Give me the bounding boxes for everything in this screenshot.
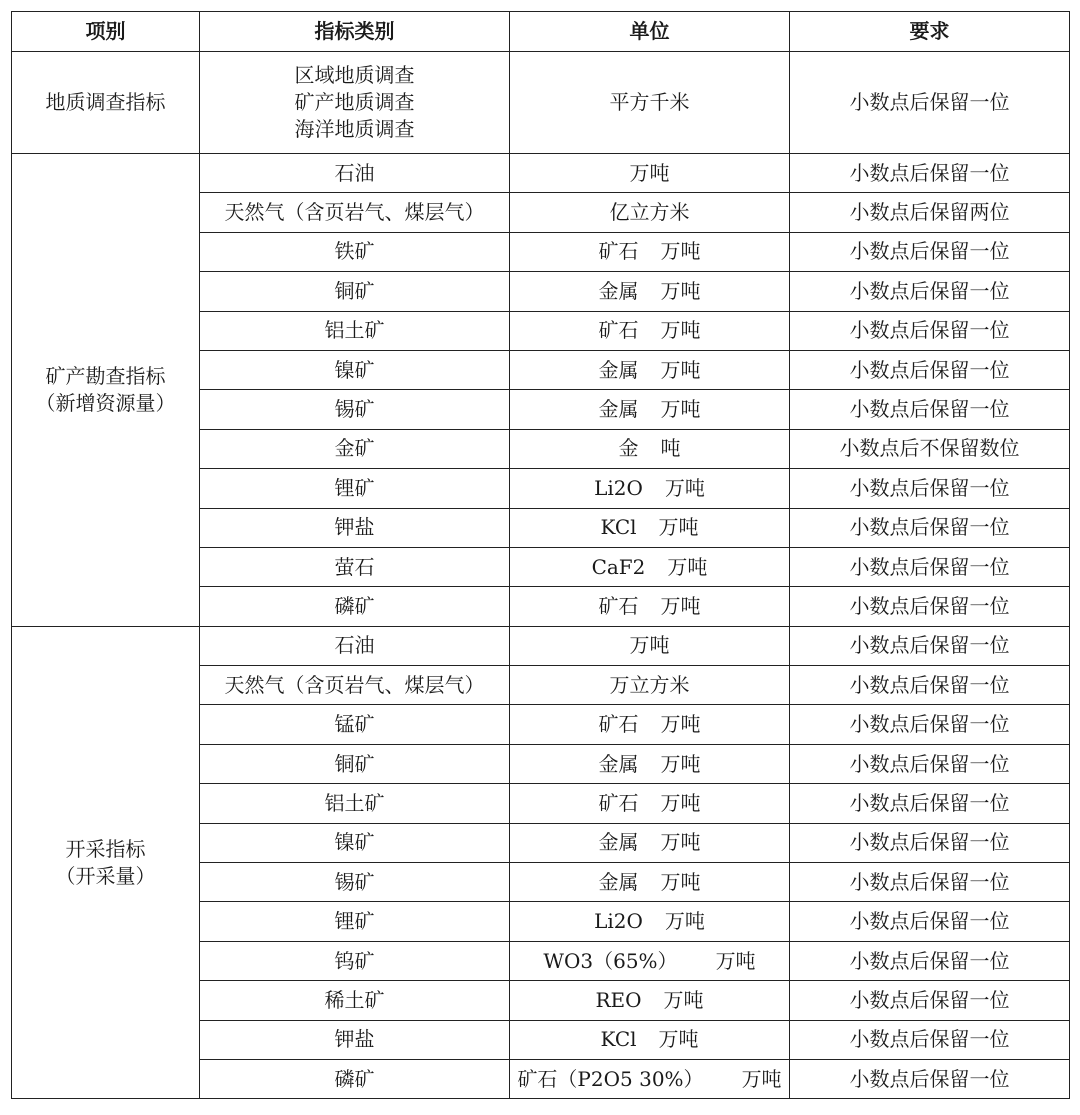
indicator-cell: 磷矿: [200, 587, 510, 626]
unit-basis: WO3（65%）: [543, 948, 678, 973]
unit-measure: 万吨: [658, 515, 699, 540]
unit-basis: 金属: [598, 830, 639, 855]
requirement-cell: 小数点后不保留数位: [790, 429, 1070, 468]
indicator-cell: 铝土矿: [200, 784, 510, 823]
unit-cell: [510, 272, 790, 311]
category-line: （新增资源量）: [35, 390, 176, 415]
unit-basis: REO: [595, 987, 642, 1012]
unit-measure: 万吨: [663, 987, 704, 1012]
unit-cell: [510, 744, 790, 783]
requirement-cell: 小数点后保留一位: [790, 232, 1070, 271]
unit-cell: [510, 902, 790, 941]
unit-basis: 万立方米: [609, 672, 690, 697]
indicator-item: 区域地质调查: [294, 63, 415, 87]
requirement-cell: 小数点后保留一位: [790, 311, 1070, 350]
requirement-cell: 小数点后保留一位: [790, 508, 1070, 547]
indicator-cell: 锡矿: [200, 390, 510, 429]
category-line: 开采指标: [65, 836, 146, 861]
unit-cell: 平方千米: [510, 52, 790, 154]
unit-basis: 金属: [598, 751, 639, 776]
unit-measure: 万吨: [660, 790, 701, 815]
category-exploration: [12, 154, 200, 627]
unit-basis: 金属: [598, 278, 639, 303]
unit-basis: Li2O: [594, 475, 643, 500]
requirement-cell: 小数点后保留一位: [790, 863, 1070, 902]
unit-basis: KCl: [600, 1027, 637, 1052]
requirement-cell: 小数点后保留一位: [790, 784, 1070, 823]
unit-basis: 金: [618, 436, 639, 461]
requirement-cell: 小数点后保留一位: [790, 823, 1070, 862]
unit-measure: 万吨: [660, 712, 701, 737]
table-row: [12, 52, 1070, 154]
unit-measure: 万吨: [660, 593, 701, 618]
unit-measure: 万吨: [658, 1027, 699, 1052]
requirement-cell: 小数点后保留一位: [790, 52, 1070, 154]
unit-measure: 万吨: [664, 909, 705, 934]
category-geology: 地质调查指标: [12, 52, 200, 154]
requirement-cell: 小数点后保留一位: [790, 744, 1070, 783]
unit-basis: 金属: [598, 869, 639, 894]
unit-measure: 万吨: [660, 751, 701, 776]
unit-measure: 万吨: [660, 239, 701, 264]
unit-cell: [510, 705, 790, 744]
unit-basis: Li2O: [594, 909, 643, 934]
indicator-cell: 锡矿: [200, 863, 510, 902]
unit-basis: 亿立方米: [609, 200, 690, 225]
category-line: （开采量）: [55, 863, 156, 888]
requirement-cell: 小数点后保留两位: [790, 193, 1070, 232]
indicator-cell: 铝土矿: [200, 311, 510, 350]
unit-measure: 万吨: [660, 278, 701, 303]
unit-basis: 金属: [598, 397, 639, 422]
category-line: 矿产勘查指标: [45, 363, 166, 388]
unit-cell: [510, 508, 790, 547]
requirement-cell: 小数点后保留一位: [790, 350, 1070, 389]
header-category: 项别: [12, 12, 200, 52]
header-indicator-type: 指标类别: [200, 12, 510, 52]
indicator-cell: 稀土矿: [200, 981, 510, 1020]
requirement-cell: 小数点后保留一位: [790, 154, 1070, 193]
unit-cell: [510, 1059, 790, 1098]
indicator-cell: 镍矿: [200, 823, 510, 862]
unit-cell: [510, 350, 790, 389]
unit-basis: KCl: [600, 515, 637, 540]
unit-measure: 万吨: [660, 869, 701, 894]
unit-cell: [510, 941, 790, 980]
requirement-cell: 小数点后保留一位: [790, 902, 1070, 941]
unit-basis: 矿石: [598, 790, 639, 815]
indicator-cell: 磷矿: [200, 1059, 510, 1098]
indicator-cell: 钨矿: [200, 941, 510, 980]
unit-measure: 万吨: [660, 357, 701, 382]
unit-measure: 万吨: [741, 1066, 782, 1091]
indicator-cell: 钾盐: [200, 1020, 510, 1059]
unit-cell: [510, 547, 790, 586]
unit-basis: CaF2: [591, 554, 646, 579]
unit-cell: [510, 784, 790, 823]
header-row: [12, 12, 1070, 52]
unit-cell: [510, 193, 790, 232]
indicator-cell: 锂矿: [200, 469, 510, 508]
unit-basis: 矿石: [598, 712, 639, 737]
unit-basis: 矿石（P2O5 30%）: [517, 1066, 704, 1091]
unit-measure: 万吨: [660, 830, 701, 855]
indicator-cell: [200, 52, 510, 154]
unit-basis: 万吨: [629, 160, 670, 185]
requirement-cell: 小数点后保留一位: [790, 1020, 1070, 1059]
unit-basis: 矿石: [598, 239, 639, 264]
requirement-cell: 小数点后保留一位: [790, 981, 1070, 1020]
indicator-cell: 金矿: [200, 429, 510, 468]
indicator-cell: 天然气（含页岩气、煤层气）: [200, 666, 510, 705]
indicator-cell: 锰矿: [200, 705, 510, 744]
header-requirement: 要求: [790, 12, 1070, 52]
requirement-cell: 小数点后保留一位: [790, 547, 1070, 586]
requirement-cell: 小数点后保留一位: [790, 390, 1070, 429]
requirement-cell: 小数点后保留一位: [790, 941, 1070, 980]
unit-cell: [510, 666, 790, 705]
header-unit: 单位: [510, 12, 790, 52]
unit-cell: [510, 390, 790, 429]
unit-cell: [510, 311, 790, 350]
unit-cell: [510, 469, 790, 508]
requirement-cell: 小数点后保留一位: [790, 666, 1070, 705]
indicator-cell: 萤石: [200, 547, 510, 586]
unit-cell: [510, 981, 790, 1020]
indicator-cell: 石油: [200, 626, 510, 665]
unit-measure: 万吨: [715, 948, 756, 973]
unit-measure: 吨: [660, 436, 681, 461]
indicator-table: [11, 11, 1070, 1099]
indicator-cell: 石油: [200, 154, 510, 193]
indicator-cell: 铁矿: [200, 232, 510, 271]
table-row: [12, 154, 1070, 193]
unit-measure: 万吨: [667, 554, 708, 579]
unit-measure: 万吨: [664, 475, 705, 500]
requirement-cell: 小数点后保留一位: [790, 705, 1070, 744]
unit-cell: [510, 626, 790, 665]
requirement-cell: 小数点后保留一位: [790, 587, 1070, 626]
indicator-cell: 镍矿: [200, 350, 510, 389]
indicator-cell: 钾盐: [200, 508, 510, 547]
unit-cell: [510, 1020, 790, 1059]
unit-basis: 金属: [598, 357, 639, 382]
indicator-cell: 铜矿: [200, 272, 510, 311]
indicator-item: 矿产地质调查: [294, 90, 415, 114]
requirement-cell: 小数点后保留一位: [790, 272, 1070, 311]
unit-basis: 矿石: [598, 593, 639, 618]
requirement-cell: 小数点后保留一位: [790, 1059, 1070, 1098]
indicator-item: 海洋地质调查: [294, 117, 415, 141]
indicator-cell: 天然气（含页岩气、煤层气）: [200, 193, 510, 232]
unit-cell: [510, 429, 790, 468]
category-mining: [12, 626, 200, 1099]
unit-cell: [510, 154, 790, 193]
unit-basis: 万吨: [629, 633, 670, 658]
unit-cell: [510, 587, 790, 626]
unit-cell: [510, 232, 790, 271]
unit-cell: [510, 863, 790, 902]
unit-cell: [510, 823, 790, 862]
indicator-cell: 铜矿: [200, 744, 510, 783]
unit-basis: 矿石: [598, 318, 639, 343]
unit-measure: 万吨: [660, 318, 701, 343]
table-row: [12, 626, 1070, 665]
indicator-cell: 锂矿: [200, 902, 510, 941]
requirement-cell: 小数点后保留一位: [790, 469, 1070, 508]
unit-measure: 万吨: [660, 397, 701, 422]
requirement-cell: 小数点后保留一位: [790, 626, 1070, 665]
